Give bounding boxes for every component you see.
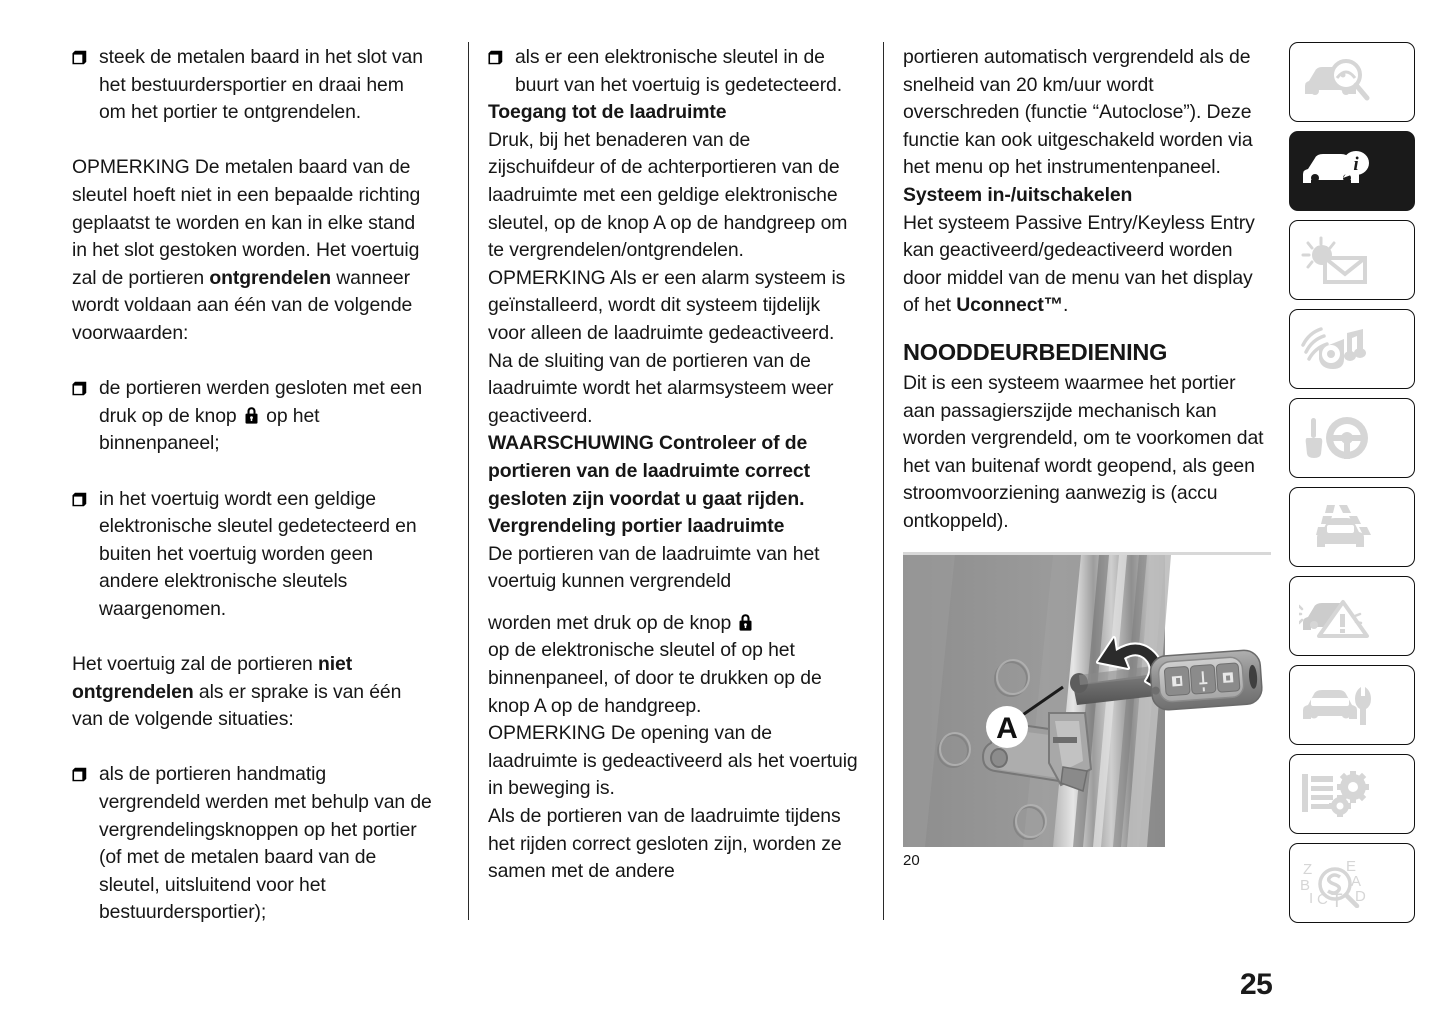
paragraph-text-cont: als er sprake is van één van de volgende situaties: [72,680,402,731]
cube-bullet-icon [72,767,87,782]
figure-block [903,552,1271,871]
figure-callout-a: A [996,712,1018,745]
paragraph-cargo-lock-1: De portieren van de laadruimte van het voertuig kunnen vergrendeld [488,542,820,593]
tab-driving-assistance[interactable] [1289,487,1415,567]
car-magnifier-icon [1299,58,1371,106]
paragraph-note-key-blade [72,154,432,347]
list-gears-icon [1299,770,1371,818]
cube-bullet-icon [72,492,87,507]
car-info-icon [1299,147,1371,195]
list-item [72,375,432,458]
bold-not-unlock: niet ontgrendelen [72,653,353,703]
paragraph-autoclose: portieren automatisch vergrendeld als de snelheid van 20 km/uur wordt overschreden (functie “Autoclose”). Deze functie kan ook uitgeschakeld worden via het menu op het instrumentenpaneel. [903,46,1253,179]
paragraph-text-cont: . [1063,294,1069,317]
radio-music-icon [1299,325,1371,373]
car-wrench-icon [1299,681,1371,729]
cube-bullet-icon [488,50,503,65]
paragraph-cargo-driving: Als de portieren van de laadruimte tijdens het rijden correct gesloten zijn, worden ze samen met de andere [488,805,842,883]
door-latch-illustration [903,555,1271,847]
sun-envelope-icon [1299,236,1371,284]
paragraph-cargo-lock-2 [488,610,860,720]
paragraph-text: Het systeem Passive Entry/Keyless Entry kan geactiveerd/gedeactiveerd worden door middel van de menu van het display of het [903,211,1255,317]
heading-system-toggle: Systeem in-/uitschakelen [903,183,1133,206]
text-column-3 [903,44,1271,536]
paragraph-not-unlock [72,651,432,734]
figure-caption: 20 [903,852,920,869]
text-column-2 [488,44,860,886]
alphabet-magnifier-icon [1299,858,1375,908]
cube-bullet-icon [72,50,87,65]
list-item [72,44,432,127]
bold-uconnect: Uconnect™ [956,294,1064,317]
heading-cargo-lock: Vergrendeling portier laadruimte [488,515,785,538]
svg-text:B: B [1300,877,1311,894]
tab-vehicle-info[interactable] [1289,131,1415,211]
tab-dashboard-warnings[interactable] [1289,220,1415,300]
paragraph-text-cont: op de elektronische sleutel of op het binnenpaneel, of door te drukken op de knop A op de handgreep. [488,639,822,717]
svg-text:i: i [1353,154,1359,175]
svg-text:T: T [1331,891,1343,908]
svg-text:A: A [1351,873,1362,890]
list-item-text: steek de metalen baard in het slot van het bestuurdersportier en draai hem om het portier te ontgrendelen. [99,46,423,124]
heading-warning-cargo: WAARSCHUWING Controleer of de portieren van de laadruimte correct gesloten zijn voordat u gaat rijden. [488,432,810,510]
tab-technical-data[interactable] [1289,754,1415,834]
svg-text:E: E [1346,858,1357,875]
list-item [72,761,432,927]
paragraph-cargo-moving-note: OPMERKING De opening van de laadruimte is gedeactiveerd als het voertuig in beweging is. [488,722,858,800]
section-tabs-sidebar [1289,42,1415,932]
paragraph-text-cont: wanneer wordt voldaan aan één van de volgende voorwaarden: [72,266,413,344]
list-item-text: in het voertuig wordt een geldige elektronische sleutel gedetecteerd en buiten het voertuig worden geen andere elektronische sleutels waargenomen. [99,487,417,620]
svg-text:D: D [1355,888,1366,905]
tab-starting-driving[interactable] [1289,398,1415,478]
car-lane-icon [1299,503,1371,551]
paragraph-emergency-door: Dit is een systeem waarmee het portier aan passagierszijde mechanisch kan worden vergrendeld, om te voorkomen dat het van buitenaf wordt geopend, als geen stroomvoorziening aanwezig is (accu ontkoppeld). [903,371,1264,532]
paragraph-text: OPMERKING De metalen baard van de sleutel hoeft niet in een bepaalde richting geplaatst te worden en kan in elke stand in het slot gestoken worden. Het voertuig zal de portieren [72,156,421,289]
heading-cargo-access: Toegang tot de laadruimte [488,101,727,124]
svg-text:C: C [1317,891,1328,908]
list-item-text: als de portieren handmatig vergrendeld werden met behulp van de vergrendelingsknoppen op het portier (of met de metalen baard van de sleutel, uitsluitend voor het bestuurdersportier); [99,763,432,924]
lock-icon [738,613,753,632]
cube-bullet-icon [72,381,87,396]
column-divider-1 [468,42,469,920]
lock-icon [244,406,259,425]
paragraph-passive-entry [903,210,1271,320]
paragraph-text: worden met druk op de knop [488,611,737,634]
heading-emergency-door: NOODDEURBEDIENING [903,338,1168,365]
list-item-text-cont: op het binnenpaneel; [99,404,320,455]
page-number: 25 [1240,968,1273,1001]
svg-text:I: I [1309,890,1314,907]
list-item-text: als er een elektronische sleutel in de buurt van het voertuig is gedetecteerd. [515,46,843,96]
paragraph-cargo-access: Druk, bij het benaderen van de zijschuifdeur of de achterportieren van de laadruimte met een geldige elektronische sleutel, op de knop A op de handgreep om te vergrendelen/ontgrendelen. [488,128,848,262]
text-column-1 [72,44,432,927]
tab-vehicle-overview[interactable] [1289,42,1415,122]
list-item [488,44,860,99]
column-divider-2 [883,42,884,920]
tab-index[interactable] [1289,843,1415,923]
bold-unlock: ontgrendelen [209,266,331,289]
svg-text:Z: Z [1303,861,1313,878]
paragraph-text: Het voertuig zal de portieren [72,653,318,676]
list-item-text: de portieren werden gesloten met een druk op de knop [99,377,423,427]
tab-infotainment[interactable] [1289,309,1415,389]
car-warning-triangle-icon [1299,592,1371,640]
figure-image [903,552,1271,847]
tab-emergency[interactable] [1289,576,1415,656]
gearshift-steering-wheel-icon [1299,414,1371,462]
tab-maintenance[interactable] [1289,665,1415,745]
paragraph-alarm-note: OPMERKING Als er een alarm systeem is geïnstalleerd, wordt dit systeem tijdelijk voor alleen de laadruimte gedeactiveerd. Na de sluiting van de portieren van de laadruimte wordt het alarmsysteem weer geactiveerd. [488,266,846,427]
list-item [72,486,432,624]
